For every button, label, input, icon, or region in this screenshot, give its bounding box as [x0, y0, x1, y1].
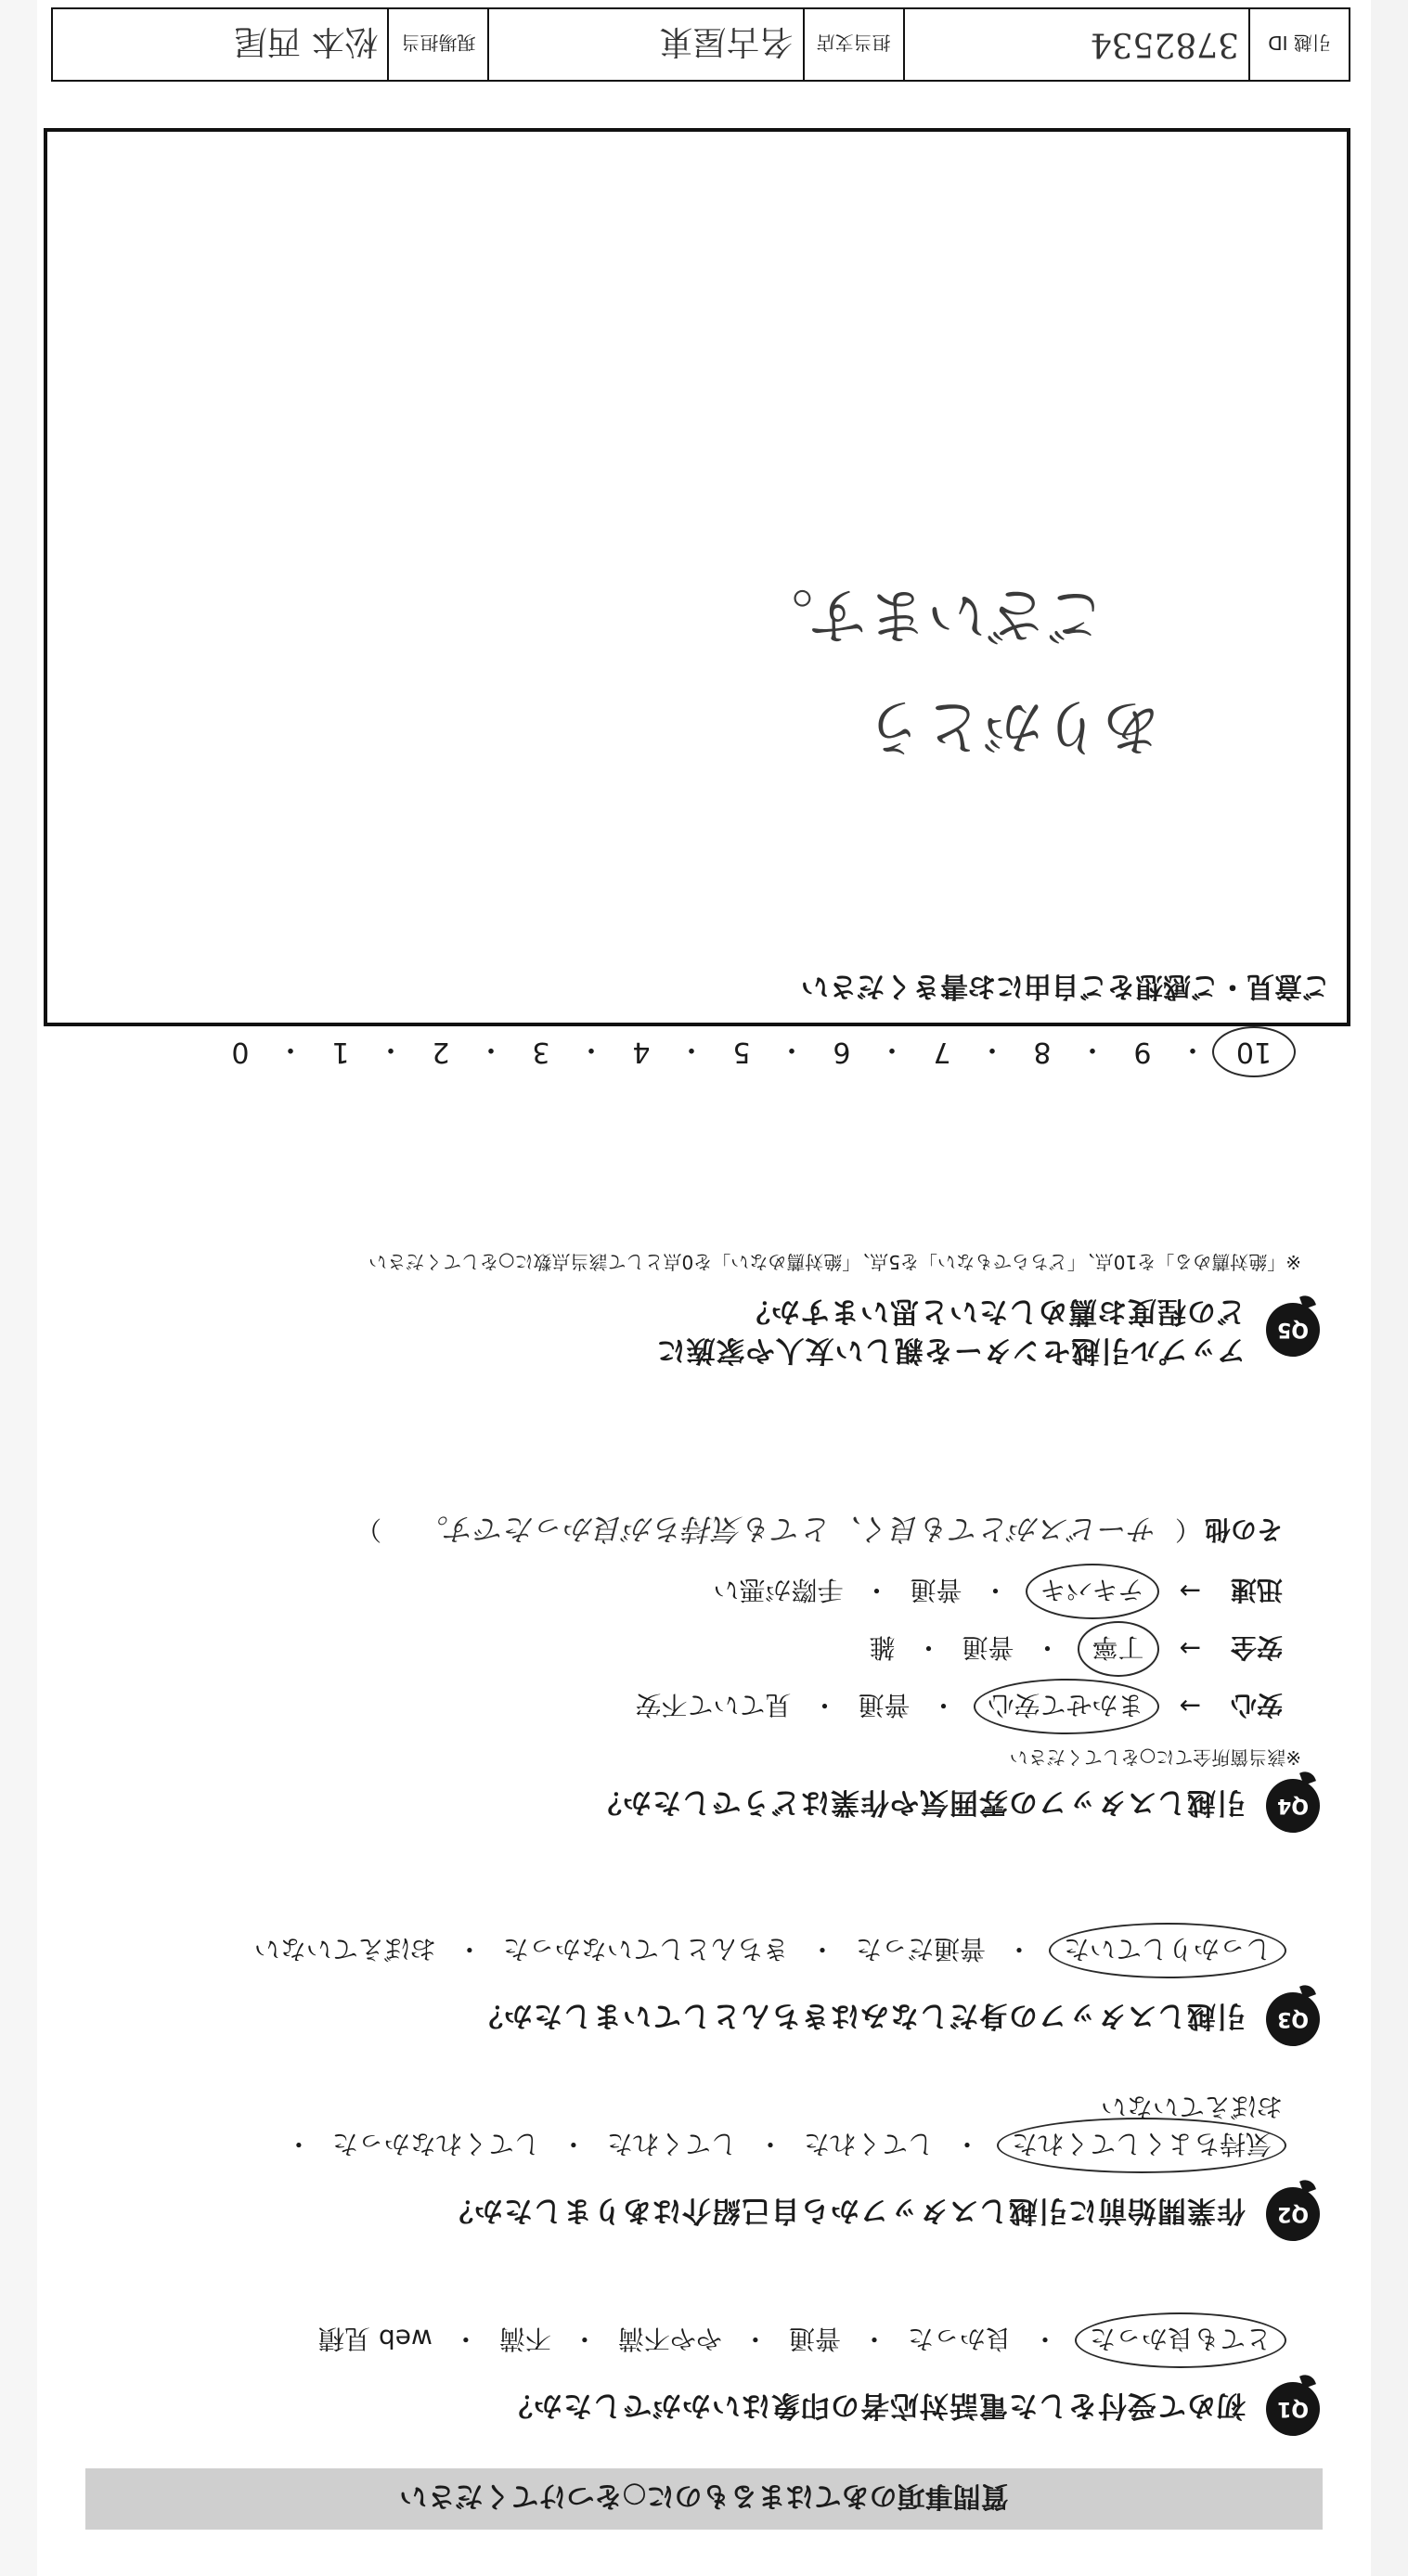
- q1-options: とても良かった ・ 良かった ・ 普通 ・ やや不満 ・ 不満 ・ web 見積: [84, 2322, 1320, 2359]
- q4-row-anzen: 安全 → 丁寧 ・ 普通 ・ 雑: [84, 1630, 1320, 1668]
- q2-option-selected[interactable]: 気持ちよくしてくれた: [997, 2118, 1286, 2173]
- question-1: [84, 2322, 1320, 2437]
- branch-value: 名古屋東: [488, 8, 803, 81]
- question-4: [84, 1510, 1320, 1834]
- q4-other-row: その他 （ サービスがとても良く、とても気持ちが良かったです。 ）: [84, 1510, 1320, 1552]
- q3-text: 引越しスタッフの身だしなみはきちんとしていましたか？: [473, 1999, 1246, 2033]
- q2-option[interactable]: おぼえていない: [1100, 2092, 1283, 2122]
- arrow-icon: →: [1179, 1633, 1201, 1665]
- q4-option-selected[interactable]: 丁寧: [1078, 1621, 1159, 1677]
- q4-option[interactable]: 普通: [962, 1632, 1014, 1663]
- comment-line: ありがとう: [864, 691, 1161, 760]
- q4-option[interactable]: 見ていて不安: [635, 1690, 792, 1720]
- scan-edge-left: [1371, 0, 1408, 2576]
- q5-badge: Q5: [1266, 1303, 1320, 1357]
- q4-text: 引越しスタッフの雰囲気や作業はどうでしたか？: [592, 1785, 1246, 1820]
- q4-option[interactable]: 普通: [910, 1575, 962, 1605]
- q3-option[interactable]: 普通だった: [855, 1934, 986, 1964]
- q4-row-jinsoku: 迅速 → テキパキ ・ 普通 ・ 手際が悪い: [84, 1573, 1320, 1610]
- q1-option[interactable]: やや不満: [617, 2324, 722, 2354]
- move-id-label: 引越 ID: [1249, 8, 1350, 81]
- q2-options: 気持ちよくしてくれた ・ してくれた ・ してくれた ・ してくれなかった ・ おぼえていない: [84, 2090, 1320, 2164]
- question-3: [84, 1932, 1320, 2047]
- q2-text: 作業開始前に引越しスタッフから自己紹介はありましたか？: [444, 2194, 1246, 2228]
- arrow-icon: →: [1179, 1576, 1201, 1607]
- q1-text: 初めて受付をした電話対応者の印象はいかがでしたか？: [503, 2389, 1246, 2423]
- q1-option-selected[interactable]: とても良かった: [1075, 2312, 1286, 2368]
- q4-other-label: その他: [1204, 1514, 1283, 1545]
- staff-value: 松本 西尾: [52, 8, 388, 81]
- q4-badge: Q4: [1266, 1779, 1320, 1833]
- q2-badge: Q2: [1266, 2187, 1320, 2241]
- comment-box-title: ご意見・ご感想をご自由にお書きください: [801, 970, 1330, 1002]
- handwritten-comment: [754, 559, 1161, 781]
- q2-option[interactable]: してくれた: [803, 2129, 934, 2159]
- q4-option-selected[interactable]: まかせて安心: [974, 1679, 1159, 1734]
- q4-option[interactable]: 普通: [858, 1690, 911, 1720]
- q1-badge: Q1: [1266, 2382, 1320, 2436]
- branch-label: 担当支店: [804, 8, 904, 81]
- q3-option[interactable]: おぼえていない: [253, 1934, 436, 1964]
- staff-label: 現場担当: [388, 8, 488, 81]
- scale-value[interactable]: 7: [933, 1036, 951, 1069]
- scale-value[interactable]: 4: [632, 1036, 651, 1069]
- q3-badge: Q3: [1266, 1992, 1320, 2046]
- scale-value[interactable]: 0: [231, 1036, 250, 1069]
- scan-edge-right: [0, 0, 37, 2576]
- q4-note: ※該当箇所全てに○をしてください: [1009, 1746, 1301, 1769]
- q4-other-handwritten[interactable]: サービスがとても良く、とても気持ちが良かったです。: [419, 1512, 1158, 1547]
- comment-line: ございます。: [754, 580, 1105, 649]
- q1-option[interactable]: 普通: [788, 2324, 841, 2354]
- scale-value[interactable]: 8: [1033, 1036, 1052, 1069]
- arrow-icon: →: [1179, 1691, 1201, 1722]
- scale-value[interactable]: 9: [1133, 1036, 1152, 1069]
- recommend-scale: 10 ・ 9 ・ 8 ・ 7 ・ 6 ・ 5 ・ 4 ・ 3 ・ 2 ・ 1 ・ 0: [84, 1032, 1320, 1073]
- instruction-banner: 質問事項のあてはまるものに○をつけてください: [85, 2468, 1323, 2530]
- q1-option[interactable]: 良かった: [907, 2324, 1012, 2354]
- comment-box[interactable]: [44, 128, 1350, 1026]
- q4-option[interactable]: 手際が悪い: [713, 1575, 844, 1605]
- scale-value[interactable]: 5: [732, 1036, 751, 1069]
- q4-row-label: 安心: [1230, 1690, 1283, 1720]
- q3-option-selected[interactable]: しっかりしていた: [1049, 1923, 1286, 1978]
- q4-option[interactable]: 雑: [869, 1632, 896, 1663]
- q4-row-label: 安全: [1230, 1632, 1283, 1663]
- question-5: [84, 1250, 1320, 1370]
- move-id-value: 3782534: [904, 8, 1249, 81]
- q2-option[interactable]: してくれなかった: [331, 2129, 540, 2159]
- id-table: [51, 7, 1350, 82]
- scale-value[interactable]: 2: [432, 1036, 450, 1069]
- q1-option[interactable]: web 見積: [318, 2324, 433, 2354]
- q2-option[interactable]: してくれた: [606, 2129, 737, 2159]
- q4-option-selected[interactable]: テキパキ: [1026, 1564, 1159, 1619]
- q4-row-anshin: 安心 → まかせて安心 ・ 普通 ・ 見ていて不安: [84, 1688, 1320, 1725]
- q5-note: ※「絶対薦める」を10点、「どちらでもない」を5点、「絶対薦めない」を0点として該当点数に○をしてください: [368, 1251, 1301, 1273]
- q4-row-label: 迅速: [1230, 1575, 1283, 1605]
- q3-options: しっかりしていた ・ 普通だった ・ きちんとしていなかった ・ おぼえていない: [84, 1932, 1320, 1969]
- question-2: [84, 2090, 1320, 2242]
- scale-value[interactable]: 6: [833, 1036, 851, 1069]
- scale-value[interactable]: 1: [331, 1036, 350, 1069]
- q1-option[interactable]: 不満: [498, 2324, 551, 2354]
- scale-value[interactable]: 3: [532, 1036, 550, 1069]
- scale-selected[interactable]: 10: [1212, 1027, 1296, 1078]
- q5-text: アップル引越センターを親しい友人や家族に どの程度お薦めしたいと思いますか？: [655, 1294, 1246, 1367]
- q3-option[interactable]: きちんとしていなかった: [502, 1934, 789, 1964]
